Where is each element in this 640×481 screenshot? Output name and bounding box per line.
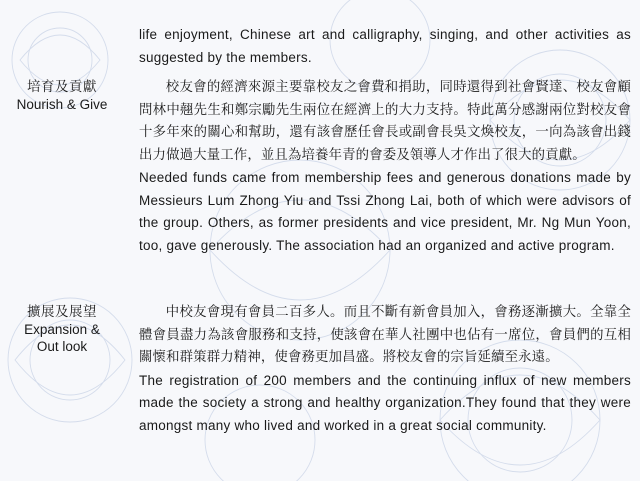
section-heading-zh: 培育及貢獻 [27,79,97,95]
section-heading-en-line-1: Expansion & [24,322,100,337]
section-heading-en-line-2: Out look [36,339,88,354]
section-body-expansion [139,302,631,437]
section-heading-zh: 擴展及展望 [27,304,97,320]
section-heading-expansion [0,304,124,355]
paragraph-zh: 校友會的經濟來源主要靠校友之會費和捐助，同時還得到社會賢達、校友會顧問林中翹先生和鄭宗勵先生兩位在經濟上的大力支持。特此萬分感謝兩位對校友會十多年來的關心和幫助，還有該會歷任會長或副會長吳文煥校友，一向為該會出錢出力做過大量工作，並且為培養年青的會委及領導人才作出了很大的貢獻。 [139,80,631,163]
intro-text-en: life enjoyment, Chinese art and calligraphy, singing, and other activities as suggested by the members. [139,27,631,65]
paragraph-zh: 中校友會現有會員二百多人。而且不斷有新會員加入，會務逐漸擴大。全靠全體會員盡力為該會服務和支持，使該會在華人社團中也佔有一席位，會員們的互相關懷和群策群力精神，使會務更加昌盛。將校友會的宗旨延續至永遠。 [139,305,631,365]
section-heading-nourish [0,79,124,113]
intro-paragraph [139,24,631,69]
section-heading-en: Nourish & Give [16,97,108,112]
paragraph-en: Needed funds came from membership fees and generous donations made by Messieurs Lum Zhong Yiu and Tssi Zhong Lai, both of which were advisors of the group. Others, as former presidents and vice president, Mr. Ng Mun Yoon, too, gave generously. The association had an organized and active program. [139,170,631,253]
section-body-nourish [139,77,631,257]
paragraph-en: The registration of 200 members and the continuing influx of new members made the society a strong and healthy organization.They found that they were amongst many who lived and worked in a great social community. [139,372,631,433]
